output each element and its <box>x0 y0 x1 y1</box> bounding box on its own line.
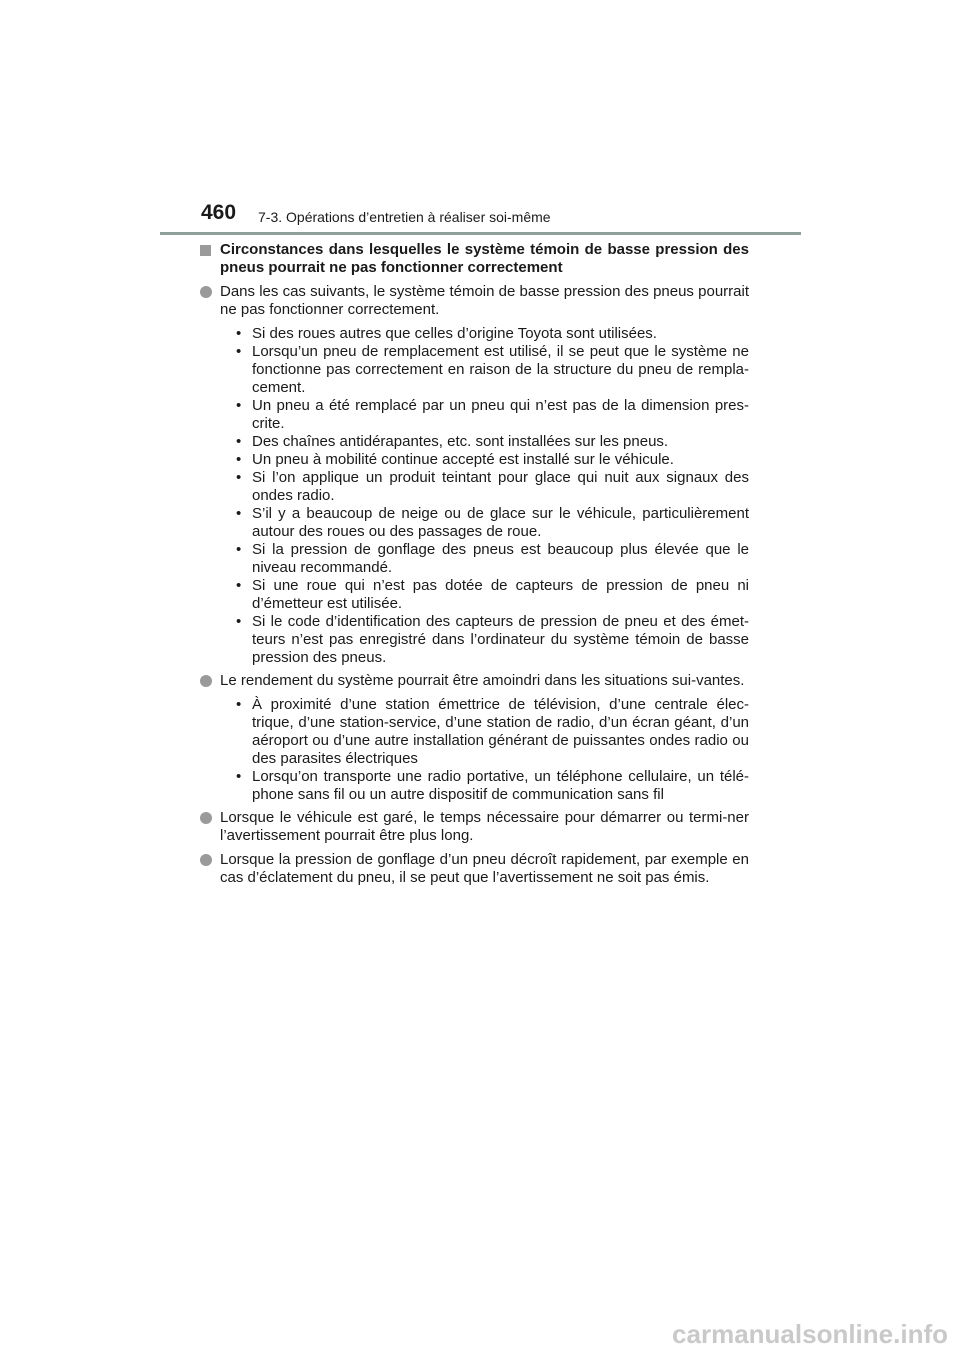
list-item: • À proximité d’une station émettrice de télévision, d’une centrale élec-trique, d’une station-service, d’une station de radio, d’un écran géant, d’un aéroport ou d’une autre installation générant de puissantes ondes radio ou des parasites électriques <box>236 696 749 768</box>
list-item: • Si des roues autres que celles d’origine Toyota sont utilisées. <box>236 325 749 343</box>
point-2 <box>199 809 749 845</box>
page-content <box>199 241 749 893</box>
point-text: Dans les cas suivants, le système témoin de basse pression des pneus pourrait ne pas fonctionner correctement. <box>220 283 749 318</box>
round-bullet-icon <box>200 812 212 824</box>
list-item: • Lorsqu’on transporte une radio portative, un téléphone cellulaire, un télé-phone sans fil ou un autre dispositif de communication sans fil <box>236 768 749 804</box>
round-bullet-icon <box>200 675 212 687</box>
sub-list-0 <box>199 325 749 667</box>
list-item: • Lorsqu’un pneu de remplacement est utilisé, il se peut que le système ne fonctionne pas correctement en raison de la structure du pneu de rempla-cement. <box>236 343 749 397</box>
page-number: 460 <box>201 201 237 224</box>
round-bullet-icon <box>200 854 212 866</box>
point-text: Le rendement du système pourrait être amoindri dans les situations sui-vantes. <box>220 672 745 689</box>
square-bullet-icon <box>200 245 211 256</box>
section-title: 7-3. Opérations d’entretien à réaliser soi-même <box>258 209 551 225</box>
sub-list-1 <box>199 696 749 804</box>
list-item: • Des chaînes antidérapantes, etc. sont installées sur les pneus. <box>236 433 749 451</box>
point-1 <box>199 672 749 690</box>
list-item: • S’il y a beaucoup de neige ou de glace sur le véhicule, particulièrement autour des roues ou des passages de roue. <box>236 505 749 541</box>
point-3 <box>199 851 749 887</box>
point-text: Lorsque la pression de gonflage d’un pneu décroît rapidement, par exemple en cas d’éclatement du pneu, il se peut que l’avertissement ne soit pas émis. <box>220 851 749 886</box>
subsection-heading <box>199 241 749 277</box>
subsection-heading-text: Circonstances dans lesquelles le système témoin de basse pression des pneus pourrait ne pas fonctionner correctement <box>220 241 749 276</box>
point-0 <box>199 283 749 319</box>
round-bullet-icon <box>200 286 212 298</box>
list-item: • Un pneu à mobilité continue accepté est installé sur le véhicule. <box>236 451 749 469</box>
list-item: • Si une roue qui n’est pas dotée de capteurs de pression de pneu ni d’émetteur est utilisée. <box>236 577 749 613</box>
point-text: Lorsque le véhicule est garé, le temps nécessaire pour démarrer ou termi-ner l’avertissement pourrait être plus long. <box>220 809 749 844</box>
header-rule <box>160 232 801 235</box>
list-item: • Si le code d’identification des capteurs de pression de pneu et des émet-teurs n’est pas enregistré dans l’ordinateur du système témoin de basse pression des pneus. <box>236 613 749 667</box>
list-item: • Si l’on applique un produit teintant pour glace qui nuit aux signaux des ondes radio. <box>236 469 749 505</box>
list-item: • Un pneu a été remplacé par un pneu qui n’est pas de la dimension pres-crite. <box>236 397 749 433</box>
list-item: • Si la pression de gonflage des pneus est beaucoup plus élevée que le niveau recommandé. <box>236 541 749 577</box>
watermark: carmanualsonline.info <box>672 1319 948 1349</box>
